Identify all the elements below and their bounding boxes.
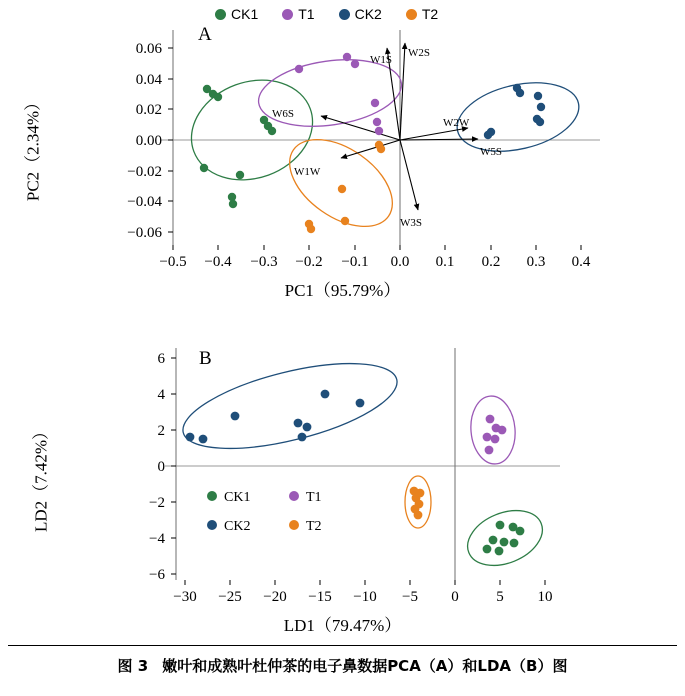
panel-b-legend-label-t1: T1 xyxy=(306,490,322,505)
legend-label-ck2: CK2 xyxy=(354,6,382,22)
panel-b-x-tick-labels xyxy=(173,589,552,605)
panel-b-legend-dot-t2 xyxy=(289,520,299,530)
panel-b-legend-dot-ck1 xyxy=(207,491,217,501)
panel-b-legend-dot-t1 xyxy=(289,491,299,501)
panel-a-ytick-1: 0.04 xyxy=(135,72,162,88)
panel-b-points-t1 xyxy=(483,415,507,455)
panel-a-points-ck1 xyxy=(200,85,276,208)
panel-a-y-ticks xyxy=(168,48,173,232)
legend-item-t1 xyxy=(282,6,314,22)
panel-b-xtick-4: −10 xyxy=(353,589,377,605)
panel-b-x-axis-label-wrap xyxy=(0,611,685,636)
figure-caption xyxy=(0,655,685,676)
panel-a-y-axis-label-wrap xyxy=(19,63,44,233)
panel-a-xtick-9: 0.4 xyxy=(571,254,591,270)
panel-b-legend-label-ck1: CK1 xyxy=(224,490,251,505)
panel-b-legend xyxy=(207,490,322,534)
panel-b-xtick-3: −15 xyxy=(308,589,332,605)
legend-item-t2 xyxy=(406,6,438,22)
panel-b-xtick-6: 0 xyxy=(451,589,459,605)
legend-item-ck1 xyxy=(215,6,258,22)
panel-a-loading-w2w: W2W xyxy=(443,117,470,129)
panel-b-points-ck1 xyxy=(483,521,525,556)
panel-a-xtick-5: 0.0 xyxy=(390,254,410,270)
panel-a-ytick-3: 0.00 xyxy=(135,133,162,149)
panel-a-loading-w6s: W6S xyxy=(272,108,294,120)
panel-a-points-ck2 xyxy=(484,84,545,139)
panel-a-loading-w1w: W1W xyxy=(294,166,321,178)
panel-a-x-axis-label: PC1（95.79%） xyxy=(284,281,401,300)
panel-a-xtick-1: −0.4 xyxy=(204,254,232,270)
panel-a-loading-w1s: W1S xyxy=(370,54,392,66)
legend-dot-ck2 xyxy=(339,9,350,20)
panel-b-legend-label-ck2: CK2 xyxy=(224,519,251,534)
legend-label-ck1: CK1 xyxy=(231,6,259,22)
figure-caption-text: 嫩叶和成熟叶杜仲茶的电子鼻数据PCA（A）和LDA（B）图 xyxy=(162,657,568,675)
panel-b-xtick-2: −20 xyxy=(263,589,287,605)
panel-b-ytick-2: 2 xyxy=(157,423,165,439)
panel-b-ytick-0: 6 xyxy=(157,351,165,367)
panel-b-y-ticks xyxy=(171,358,176,574)
panel-b-x-ticks xyxy=(185,580,545,585)
panel-a-xtick-8: 0.3 xyxy=(526,254,546,270)
panel-a-y-tick-labels xyxy=(127,41,162,241)
panel-b-ytick-6: −6 xyxy=(149,567,165,583)
panel-b-ytick-5: −4 xyxy=(149,531,165,547)
panel-b-xtick-8: 10 xyxy=(537,589,553,605)
panel-a-ytick-6: −0.06 xyxy=(127,225,162,241)
panel-b-y-axis-label-wrap xyxy=(27,393,52,563)
panel-b-points-ck2 xyxy=(186,390,365,444)
panel-a-xtick-7: 0.2 xyxy=(481,254,501,270)
panel-a-xtick-3: −0.2 xyxy=(295,254,323,270)
panel-a-x-tick-labels xyxy=(159,254,590,270)
panel-a-x-axis-label-wrap xyxy=(0,276,685,301)
panel-b-xtick-0: −30 xyxy=(173,589,197,605)
panel-a xyxy=(0,0,685,310)
panel-a-ytick-5: −0.04 xyxy=(127,194,162,210)
panel-a-loading-w5s: W5S xyxy=(480,146,502,158)
panel-b-y-axis-label: LD2（7.42%） xyxy=(31,422,51,533)
panel-b-x-axis-label: LD1（79.47%） xyxy=(283,616,402,635)
legend-dot-ck1 xyxy=(215,9,226,20)
panel-b-ytick-3: 0 xyxy=(157,459,165,475)
panel-a-ytick-4: −0.02 xyxy=(127,164,162,180)
panel-a-loading-w3s: W3S xyxy=(400,217,422,229)
panel-b-xtick-7: 5 xyxy=(496,589,504,605)
legend-label-t1: T1 xyxy=(298,6,315,22)
panel-b-points-t2 xyxy=(410,487,425,520)
panel-a-loading-labels xyxy=(272,47,502,229)
panel-a-points-t2 xyxy=(305,141,385,233)
panel-b-xtick-1: −25 xyxy=(218,589,242,605)
panel-b-legend-dot-ck2 xyxy=(207,520,217,530)
panel-a-loading-w2s: W2S xyxy=(408,47,430,59)
panel-b-letter: B xyxy=(199,348,212,369)
panel-b-ytick-1: 4 xyxy=(157,387,165,403)
panel-b-xtick-5: −5 xyxy=(402,589,418,605)
panel-b xyxy=(0,330,685,640)
panel-b-ytick-4: −2 xyxy=(149,495,165,511)
panel-a-y-axis-label: PC2（2.34%） xyxy=(23,93,43,202)
panel-b-plot xyxy=(0,330,685,610)
legend-item-ck2 xyxy=(339,6,382,22)
panel-a-xtick-0: −0.5 xyxy=(159,254,187,270)
legend-dot-t1 xyxy=(282,9,293,20)
legend-label-t2: T2 xyxy=(421,6,439,22)
panel-b-y-tick-labels xyxy=(149,351,165,583)
panel-a-xtick-6: 0.1 xyxy=(435,254,455,270)
panel-a-ytick-0: 0.06 xyxy=(135,41,162,57)
panel-a-legend xyxy=(215,6,456,22)
panel-a-plot xyxy=(0,0,685,275)
panel-a-xtick-4: −0.1 xyxy=(341,254,369,270)
panel-a-ytick-2: 0.02 xyxy=(135,102,162,118)
panel-b-legend-label-t2: T2 xyxy=(306,519,322,534)
panel-a-xtick-2: −0.3 xyxy=(250,254,278,270)
caption-divider xyxy=(8,645,677,646)
figure-caption-number: 图 3 xyxy=(117,657,149,675)
legend-dot-t2 xyxy=(406,9,417,20)
panel-a-letter: A xyxy=(198,24,212,45)
panel-a-x-ticks xyxy=(173,245,581,250)
